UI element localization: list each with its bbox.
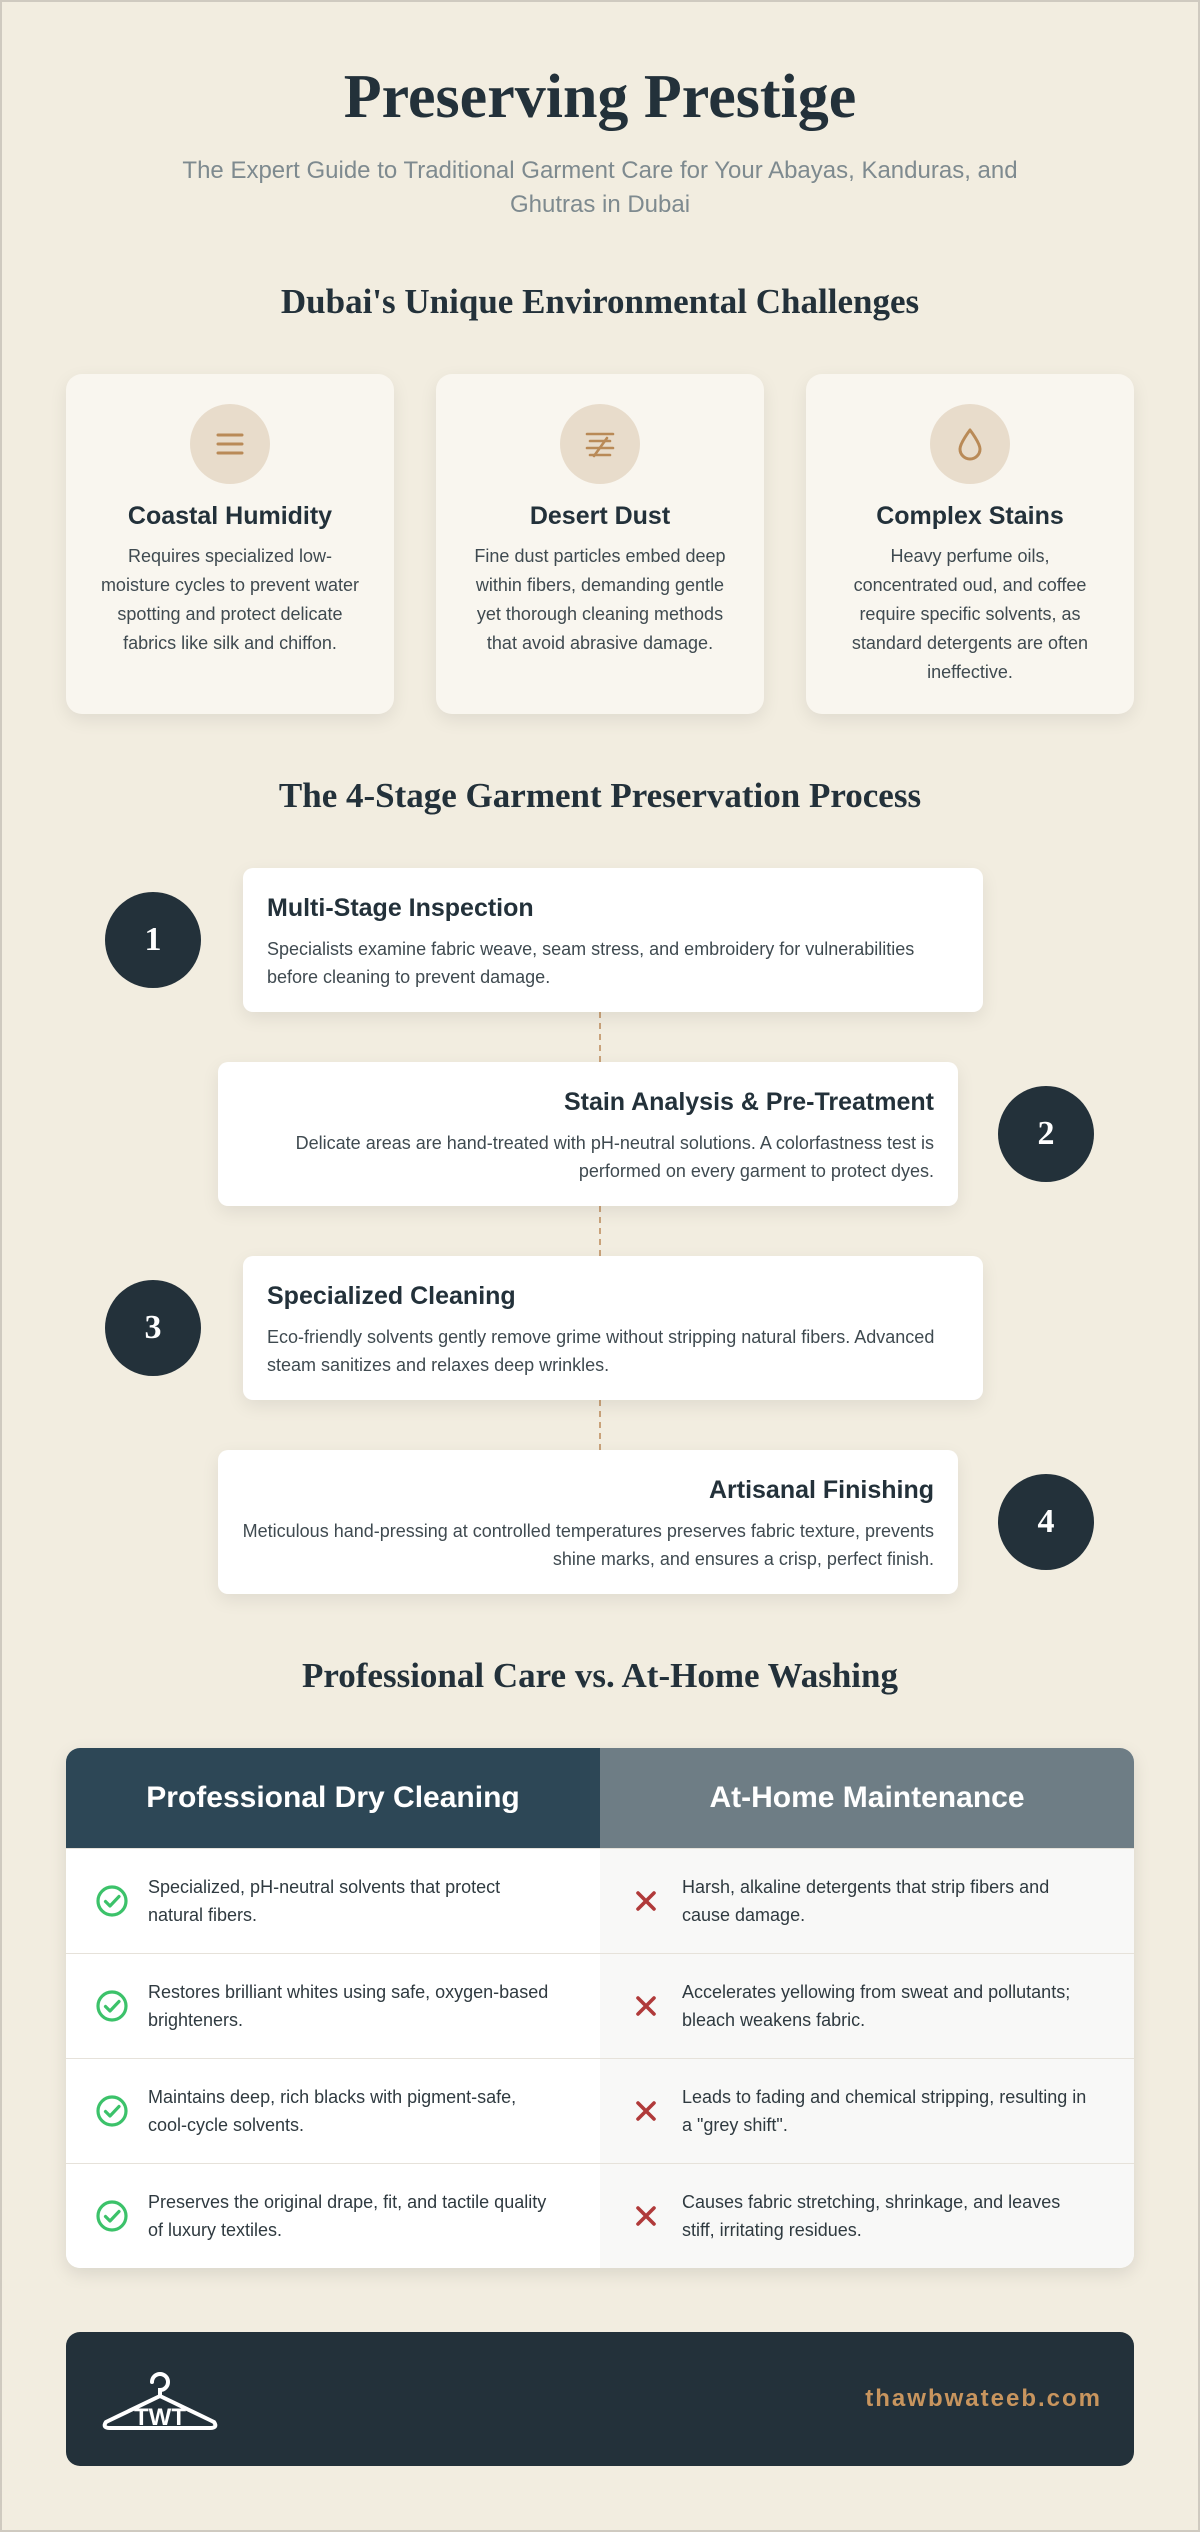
table-row (66, 2163, 1134, 2268)
challenge-card-stains (806, 374, 1134, 714)
at-home-text: Accelerates yellowing from sweat and pollutants; bleach weakens fabric. (682, 1982, 1071, 2030)
step-number-badge: 3 (105, 1280, 201, 1376)
challenge-title: Coastal Humidity (127, 502, 333, 530)
professional-text: Restores brilliant whites using safe, oxygen-based brighteners. (148, 1982, 549, 2030)
humidity-lines-icon (190, 404, 270, 484)
process-connector (599, 1206, 601, 1256)
at-home-cell (600, 2164, 1134, 2268)
at-home-text: Harsh, alkaline detergents that strip fibers and cause damage. (682, 1877, 1050, 1925)
column-header-professional: Professional Dry Cleaning (66, 1748, 600, 1848)
professional-text: Preserves the original drape, fit, and tactile quality of luxury textiles. (148, 2192, 547, 2240)
challenge-text: Requires specialized low-moisture cycles to prevent water spotting and protect delicate fabrics like silk and chiffon. (100, 546, 360, 653)
process-step-1 (243, 868, 983, 1012)
check-circle-icon (94, 2093, 130, 2129)
website-link[interactable]: thawbwateeb.com (865, 2385, 1102, 2412)
step-text: Specialists examine fabric weave, seam stress, and embroidery for vulnerabilities before cleaning to prevent damage. (267, 939, 915, 987)
step-text: Eco-friendly solvents gently remove grime without stripping natural fibers. Advanced steam sanitizes and relaxes deep wrinkles. (267, 1327, 935, 1375)
challenge-text: Heavy perfume oils, concentrated oud, and coffee require specific solvents, as standard detergents are often ineffective. (851, 546, 1089, 682)
process-step-4 (218, 1450, 958, 1594)
at-home-text: Leads to fading and chemical stripping, resulting in a "grey shift". (682, 2087, 1087, 2135)
challenge-card-humidity (66, 374, 394, 714)
column-header-at-home: At-Home Maintenance (600, 1748, 1134, 1848)
process-step-3 (243, 1256, 983, 1400)
comparison-table (66, 1748, 1134, 2268)
check-circle-icon (94, 1988, 130, 2024)
at-home-text: Causes fabric stretching, shrinkage, and leaves stiff, irritating residues. (682, 2192, 1061, 2240)
process-heading: The 4-Stage Garment Preservation Process (278, 776, 922, 815)
hanger-logo (98, 2362, 222, 2436)
cross-icon (628, 1883, 664, 1919)
page-subtitle: The Expert Guide to Traditional Garment Care for Your Abayas, Kanduras, and Ghutras in Dubai (182, 157, 1018, 218)
comparison-heading: Professional Care vs. At-Home Washing (302, 1656, 898, 1695)
professional-cell (66, 2059, 600, 2163)
professional-cell (66, 1849, 600, 1953)
cross-icon (628, 2093, 664, 2129)
at-home-cell (600, 2059, 1134, 2163)
at-home-cell (600, 1849, 1134, 1953)
at-home-cell (600, 1954, 1134, 2058)
table-row (66, 1848, 1134, 1953)
step-number-badge: 2 (998, 1086, 1094, 1182)
challenges-heading: Dubai's Unique Environmental Challenges (280, 282, 920, 321)
process-connector (599, 1400, 601, 1450)
step-number-badge: 1 (105, 892, 201, 988)
professional-cell (66, 2164, 600, 2268)
process-step-2 (218, 1062, 958, 1206)
cross-icon (628, 2198, 664, 2234)
page-title: Preserving Prestige (343, 63, 857, 131)
svg-text:TWT: TWT (134, 2404, 186, 2431)
footer (66, 2332, 1134, 2466)
step-title: Stain Analysis & Pre-Treatment (563, 1088, 934, 1116)
droplet-icon (930, 404, 1010, 484)
step-title: Artisanal Finishing (708, 1476, 934, 1504)
check-circle-icon (94, 2198, 130, 2234)
challenge-text: Fine dust particles embed deep within fibers, demanding gentle yet thorough cleaning methods that avoid abrasive damage. (474, 546, 726, 653)
professional-text: Maintains deep, rich blacks with pigment-safe, cool-cycle solvents. (148, 2087, 517, 2135)
step-text: Delicate areas are hand-treated with pH-neutral solutions. A colorfastness test is performed on every garment to protect dyes. (295, 1133, 934, 1181)
cross-icon (628, 1988, 664, 2024)
table-row (66, 1953, 1134, 2058)
professional-text: Specialized, pH-neutral solvents that protect natural fibers. (148, 1877, 501, 1925)
step-title: Specialized Cleaning (267, 1282, 516, 1310)
process-connector (599, 1012, 601, 1062)
step-title: Multi-Stage Inspection (267, 894, 534, 922)
step-number-badge: 4 (998, 1474, 1094, 1570)
challenge-title: Desert Dust (529, 502, 671, 530)
table-row (66, 2058, 1134, 2163)
challenge-card-dust (436, 374, 764, 714)
step-text: Meticulous hand-pressing at controlled temperatures preserves fabric texture, prevents shine marks, and ensures a crisp, perfect finish. (242, 1521, 934, 1569)
professional-cell (66, 1954, 600, 2058)
challenge-title: Complex Stains (876, 502, 1064, 530)
dust-strikethrough-icon (560, 404, 640, 484)
check-circle-icon (94, 1883, 130, 1919)
